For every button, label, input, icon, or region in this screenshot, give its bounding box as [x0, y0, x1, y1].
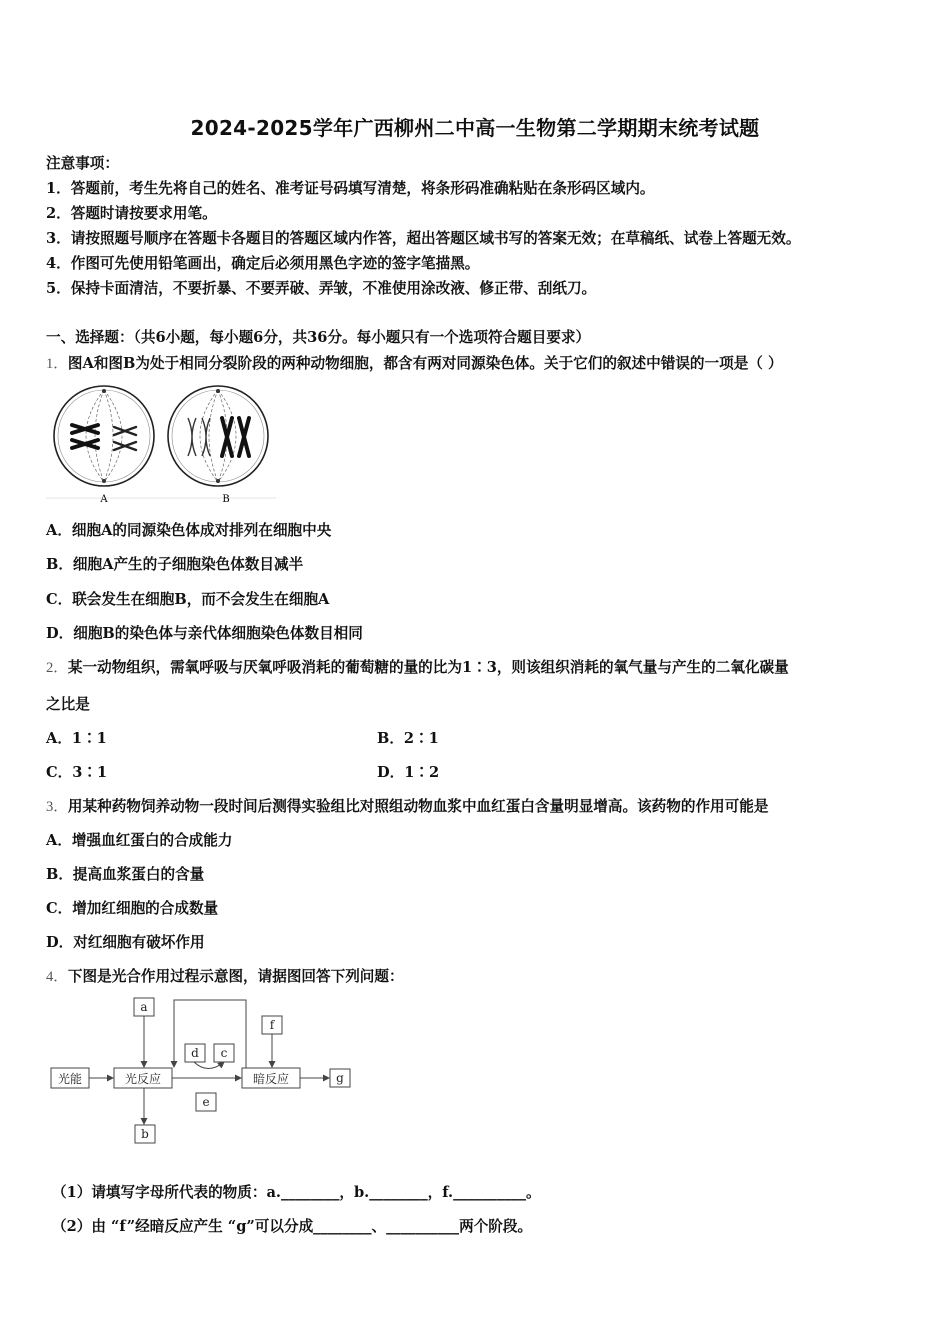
- label-dark-reaction: 暗反应: [252, 1072, 290, 1086]
- section-heading: 一、选择题：（共6小题，每小题6分，共36分。每小题只有一个选项符合题目要求）: [46, 329, 591, 346]
- question-3-option-d: D．对红细胞有破坏作用: [46, 934, 205, 951]
- notice-heading: 注意事项：: [46, 155, 119, 172]
- label-light-energy: 光能: [57, 1072, 83, 1086]
- question-3-option-c: C．增加红细胞的合成数量: [46, 900, 219, 917]
- cell-b-label: B: [222, 494, 230, 505]
- question-3-option-a: A．增强血红蛋白的合成能力: [46, 832, 233, 849]
- notice-item-2: 2．答题时请按要求用笔。: [46, 205, 217, 222]
- label-b: b: [141, 1127, 149, 1141]
- question-1-option-d: D．细胞B的染色体与亲代体细胞染色体数目相同: [46, 625, 363, 642]
- label-c: c: [220, 1046, 228, 1060]
- label-a: a: [140, 1000, 148, 1014]
- question-4-number: 4．: [46, 969, 68, 985]
- notice-item-4: 4．作图可先使用铅笔画出，确定后必须用黑色字迹的签字笔描黑。: [46, 255, 480, 272]
- question-1-stem: [46, 352, 783, 373]
- cell-a-label: A: [100, 494, 108, 505]
- notice-item-5: 5．保持卡面清洁，不要折暴、不要弄破、弄皱，不准使用涂改液、修正带、刮纸刀。: [46, 280, 597, 297]
- question-1-text: 图A和图B为处于相同分裂阶段的两种动物细胞，都含有两对同源染色体。关于它们的叙述中错误的一项是（ ）: [67, 355, 783, 372]
- question-3-number: 3．: [46, 799, 68, 815]
- question-2-text-line-2: 之比是: [46, 696, 90, 713]
- cell-b-diagram: [168, 386, 268, 486]
- question-4-stem: [46, 965, 404, 986]
- page-title: 2024-2025学年广西柳州二中高一生物第二学期期末统考试题: [190, 116, 760, 140]
- question-2-option-d: D．1∶2: [377, 764, 440, 781]
- notice-item-3: 3．请按照题号顺序在答题卡各题目的答题区域内作答，超出答题区域书写的答案无效；在草稿纸、试卷上答题无效。: [46, 230, 801, 247]
- question-2-option-c: C．3∶1: [46, 764, 108, 781]
- question-2-option-a: A．1∶1: [46, 730, 107, 747]
- question-4-part-2: （2）由 “f”经暗反应产生 “g”可以分成________、__________两个阶段。: [52, 1218, 533, 1235]
- question-4-text: 下图是光合作用过程示意图，请据图回答下列问题：: [67, 968, 404, 985]
- question-3-stem: [46, 795, 768, 816]
- question-1-option-a: A．细胞A的同源染色体成对排列在细胞中央: [46, 522, 332, 539]
- question-2-number: 2．: [46, 660, 68, 676]
- question-4-part-1: （1）请填写字母所代表的物质：a.________，b.________，f.__________。: [52, 1184, 541, 1201]
- question-1-number: 1．: [46, 356, 68, 372]
- question-3-option-b: B．提高血浆蛋白的含量: [46, 866, 205, 883]
- label-f: f: [269, 1018, 275, 1032]
- label-e: e: [202, 1095, 210, 1109]
- question-2-stem: [46, 656, 789, 677]
- notice-item-1: 1．答题前，考生先将自己的姓名、准考证号码填写清楚，将条形码准确粘贴在条形码区域内。: [46, 180, 655, 197]
- question-2-text-line-1: 某一动物组织，需氧呼吸与厌氧呼吸消耗的葡萄糖的量的比为1∶3，则该组织消耗的氧气量与产生的二氧化碳量: [67, 659, 789, 676]
- label-d: d: [191, 1046, 199, 1060]
- cell-a-diagram: [54, 386, 154, 486]
- question-1-option-b: B．细胞A产生的子细胞染色体数目减半: [46, 556, 304, 573]
- label-light-reaction: 光反应: [124, 1072, 162, 1086]
- question-1-option-c: C．联会发生在细胞B，而不会发生在细胞A: [46, 591, 330, 608]
- question-3-text: 用某种药物饲养动物一段时间后测得实验组比对照组动物血浆中血红蛋白含量明显增高。该药物的作用可能是: [67, 798, 769, 815]
- question-2-option-b: B．2∶1: [377, 730, 439, 747]
- cell-division-figure: [46, 380, 276, 505]
- photosynthesis-diagram: [46, 995, 366, 1150]
- label-g: g: [336, 1071, 344, 1085]
